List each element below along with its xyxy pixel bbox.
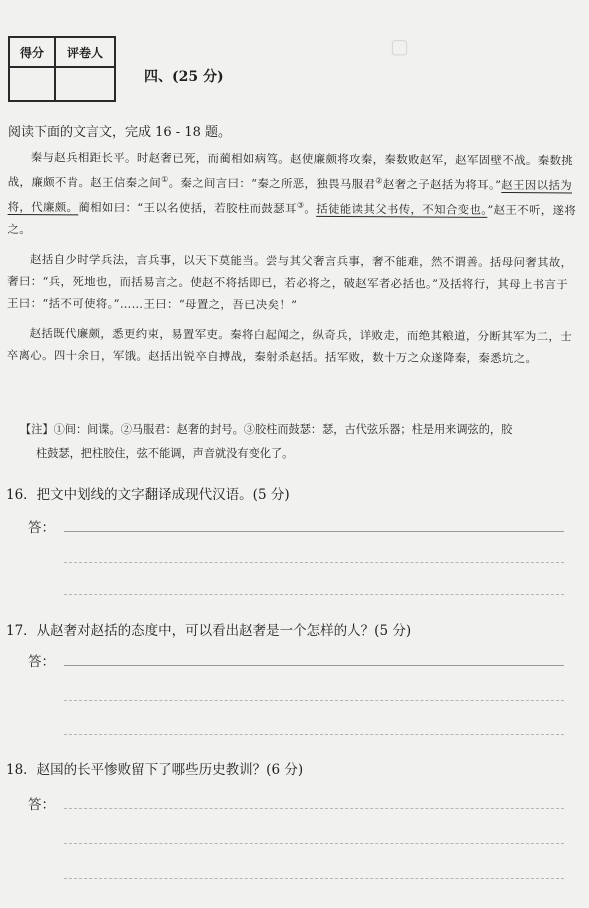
question-17: 17．从赵奢对赵括的态度中，可以看出赵奢是一个怎样的人？(5 分) bbox=[6, 623, 412, 639]
score-cell[interactable] bbox=[9, 67, 55, 101]
answer-line[interactable] bbox=[64, 665, 564, 666]
footnote-marker: ① bbox=[161, 174, 169, 184]
question-18: 18．赵国的长平惨败留下了哪些历史教训？(6 分) bbox=[6, 762, 304, 778]
passage-text: 秦与赵兵相距长平。时赵奢已死，而蔺相如病笃。赵使廉颇将攻秦，秦数败赵军，赵军固壁不战。秦数挑战，廉颇不肯。赵王信秦之间 bbox=[7, 150, 574, 190]
passage-text: 。秦之间言曰：“秦之所恶，独畏马服君 bbox=[168, 175, 376, 192]
score-box bbox=[8, 36, 116, 102]
passage-paragraph-1 bbox=[7, 146, 580, 243]
answer-line[interactable] bbox=[64, 808, 564, 809]
passage-text: 赵奢之子赵括为将耳。” bbox=[382, 177, 502, 192]
answer-line[interactable] bbox=[64, 843, 564, 844]
grader-label: 评卷人 bbox=[55, 37, 115, 67]
passage-text: 蔺相如曰：“王以名使括，若胶柱而鼓瑟耳 bbox=[78, 200, 297, 216]
answer-label-16: 答： bbox=[28, 520, 55, 536]
answer-line[interactable] bbox=[64, 878, 564, 879]
answer-label-17: 答： bbox=[28, 654, 55, 670]
note-line-2: 柱鼓瑟，把柱胶住，弦不能调，声音就没有变化了。 bbox=[36, 447, 294, 460]
passage-text: 。 bbox=[304, 201, 317, 216]
passage-paragraph-2: 赵括自少时学兵法，言兵事，以天下莫能当。尝与其父奢言兵事，奢不能难，然不谓善。括母问奢其故，奢曰：“兵，死地也，而括易言之。使赵不将括即已，若必将之，破赵军者必括也。”及括将行，其母上书言于王曰：“括不可使将。”……王曰：“母置之，吾已决矣！” bbox=[7, 251, 573, 312]
watermark-icon: ▢ bbox=[390, 34, 409, 58]
answer-line[interactable] bbox=[64, 531, 564, 532]
grader-cell[interactable] bbox=[55, 67, 115, 101]
answer-line[interactable] bbox=[64, 700, 564, 701]
section-title: 四、(25 分) bbox=[144, 69, 224, 85]
answer-label-18: 答： bbox=[28, 797, 55, 813]
answer-line[interactable] bbox=[64, 594, 564, 595]
answer-line[interactable] bbox=[64, 734, 564, 735]
note-line-1: 【注】①间：间谍。②马服君：赵奢的封号。③胶柱而鼓瑟：瑟，古代弦乐器；柱是用来调弦的，胶 bbox=[20, 423, 513, 436]
passage-text: ”赵王不听，遂将之。 bbox=[7, 202, 577, 236]
instruction: 阅读下面的文言文，完成 16 - 18 题。 bbox=[8, 125, 232, 140]
score-label: 得分 bbox=[9, 37, 55, 67]
answer-line[interactable] bbox=[64, 562, 564, 563]
underlined-sentence-1: 赵王因以括为将，代廉颇。 bbox=[7, 177, 573, 215]
underlined-sentence-2: 括徒能读其父书传，不知合变也。 bbox=[316, 201, 488, 217]
question-16: 16．把文中划线的文字翻译成现代汉语。(5 分) bbox=[6, 487, 290, 503]
annotation-note bbox=[20, 418, 580, 466]
footnote-marker: ② bbox=[375, 176, 383, 186]
footnote-marker: ③ bbox=[296, 200, 305, 210]
passage-paragraph-3: 赵括既代廉颇，悉更约束，易置军吏。秦将白起闻之，纵奇兵，详败走，而绝其粮道，分断其军为二，士卒离心。四十余日，军饿。赵括出锐卒自搏战，秦射杀赵括。括军败，数十万之众遂降秦，秦悉坑之。 bbox=[6, 325, 573, 365]
classical-passage bbox=[7, 146, 580, 377]
